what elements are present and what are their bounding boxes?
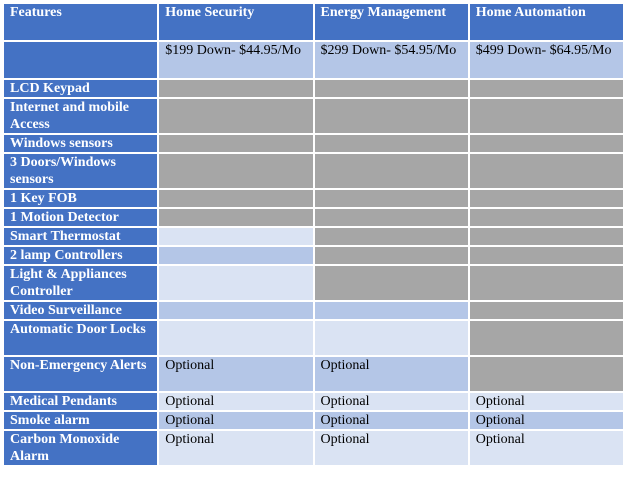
feature-video-surveillance: Video Surveillance — [4, 302, 157, 319]
feature-door-window-sensors: 3 Doors/Windows sensors — [4, 154, 157, 188]
feature-motion-detector: 1 Motion Detector — [4, 209, 157, 226]
feature-carbon-monoxide-alarm: Carbon Monoxide Alarm — [4, 431, 157, 465]
table-cell — [159, 266, 312, 300]
table-cell: Optional — [159, 431, 312, 465]
table-cell — [159, 247, 312, 264]
price-row — [4, 42, 623, 78]
table-cell — [470, 357, 623, 391]
table-cell — [159, 228, 312, 245]
table-cell — [470, 190, 623, 207]
table-row — [4, 393, 623, 410]
table-cell — [315, 99, 468, 133]
table-row — [4, 135, 623, 152]
table-cell — [470, 154, 623, 188]
table-cell — [159, 190, 312, 207]
table-cell — [315, 302, 468, 319]
table-row — [4, 154, 623, 188]
header-features: Features — [10, 5, 62, 20]
table-row — [4, 302, 623, 319]
table-cell — [315, 209, 468, 226]
feature-automatic-door-locks: Automatic Door Locks — [4, 321, 157, 355]
table-cell — [159, 321, 312, 355]
table-cell — [315, 80, 468, 97]
feature-smart-thermostat: Smart Thermostat — [4, 228, 157, 245]
feature-internet-mobile-access: Internet and mobile Access — [4, 99, 157, 133]
table-cell — [315, 135, 468, 152]
header-home-automation: Home Automation — [475, 5, 586, 20]
table-cell — [470, 135, 623, 152]
table-row — [4, 431, 623, 465]
table-cell — [315, 228, 468, 245]
table-row — [4, 321, 623, 355]
table-cell: Optional — [315, 412, 468, 429]
feature-non-emergency-alerts: Non-Emergency Alerts — [4, 357, 157, 391]
table-cell: Optional — [315, 357, 468, 391]
table-row — [4, 357, 623, 391]
table-cell — [470, 302, 623, 319]
table-cell — [159, 302, 312, 319]
header-row — [4, 4, 623, 40]
table-cell — [159, 99, 312, 133]
table-row — [4, 266, 623, 300]
feature-lamp-controllers: 2 lamp Controllers — [4, 247, 157, 264]
feature-smoke-alarm: Smoke alarm — [4, 412, 157, 429]
feature-key-fob: 1 Key FOB — [4, 190, 157, 207]
table-cell — [315, 190, 468, 207]
table-cell — [470, 321, 623, 355]
table-cell — [159, 209, 312, 226]
table-cell: Optional — [315, 393, 468, 410]
price-energy-management: $299 Down- $54.95/Mo — [315, 42, 468, 78]
table-row — [4, 99, 623, 133]
table-cell: Optional — [470, 412, 623, 429]
feature-comparison-table — [2, 2, 625, 467]
header-home-security: Home Security — [165, 5, 255, 20]
table-cell — [470, 80, 623, 97]
price-home-security: $199 Down- $44.95/Mo — [159, 42, 312, 78]
table-cell: Optional — [159, 393, 312, 410]
header-energy-management: Energy Management — [320, 5, 447, 20]
table-cell — [470, 209, 623, 226]
table-cell — [159, 80, 312, 97]
table-cell — [315, 154, 468, 188]
table-row — [4, 80, 623, 97]
table-row — [4, 247, 623, 264]
feature-windows-sensors: Windows sensors — [4, 135, 157, 152]
price-row-label — [4, 42, 157, 78]
table-row — [4, 209, 623, 226]
table-cell: Optional — [470, 431, 623, 465]
table-cell — [470, 266, 623, 300]
table-cell — [315, 247, 468, 264]
table-cell — [470, 99, 623, 133]
table-cell — [159, 154, 312, 188]
table-row — [4, 190, 623, 207]
table-cell — [159, 135, 312, 152]
feature-medical-pendants: Medical Pendants — [4, 393, 157, 410]
table-cell — [315, 321, 468, 355]
table-cell — [315, 266, 468, 300]
table-row — [4, 412, 623, 429]
price-home-automation: $499 Down- $64.95/Mo — [470, 42, 623, 78]
table-cell: Optional — [159, 412, 312, 429]
table-cell — [470, 228, 623, 245]
feature-lcd-keypad: LCD Keypad — [4, 80, 157, 97]
table-row — [4, 228, 623, 245]
feature-light-appliances-controller: Light & Appliances Controller — [4, 266, 157, 300]
table-cell — [470, 247, 623, 264]
table-cell: Optional — [159, 357, 312, 391]
table-cell: Optional — [315, 431, 468, 465]
table-cell: Optional — [470, 393, 623, 410]
